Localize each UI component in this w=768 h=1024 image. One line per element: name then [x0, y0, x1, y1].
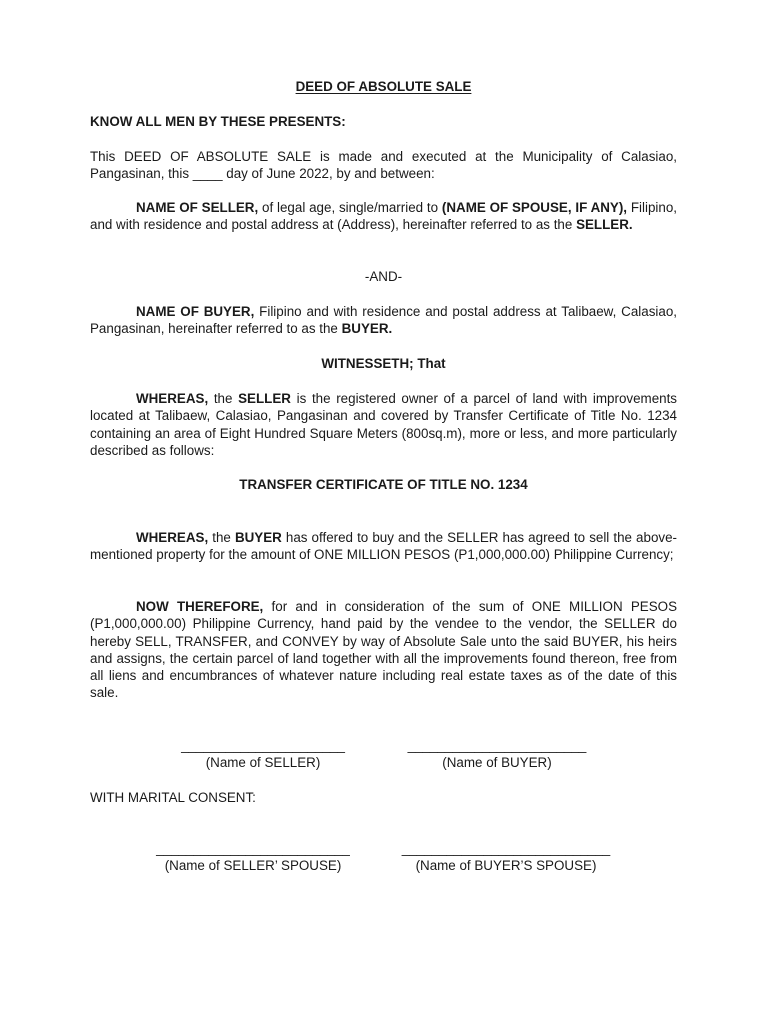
document-title: DEED OF ABSOLUTE SALE: [295, 79, 472, 94]
seller-spouse: (NAME OF SPOUSE, IF ANY),: [441, 200, 628, 215]
tct-heading: TRANSFER CERTIFICATE OF TITLE NO. 1234: [239, 477, 528, 492]
whereas-buyer-paragraph: [90, 529, 677, 564]
buyer-text-1: Filipino and with residence and postal address at Talibaew, Calasiao, Pangasinan, hereinafter referred to as the: [90, 304, 678, 337]
seller-signature-line: ______________________: [181, 738, 345, 753]
witnesseth-heading: WITNESSETH; That: [321, 356, 446, 371]
whereas-2-text-1: the: [208, 530, 235, 545]
buyer-spouse-signature-line: ____________________________: [401, 841, 611, 856]
buyer-signature-block: [396, 737, 598, 771]
whereas-1-text-1: the: [208, 391, 239, 406]
and-separator: -AND-: [364, 269, 403, 284]
buyer-signature-label: (Name of BUYER): [442, 755, 552, 770]
seller-name: NAME OF SELLER,: [136, 200, 259, 215]
seller-signature-block: [170, 737, 356, 771]
seller-text-2: Filipino, and with residence and postal address at (Address), hereinafter referred to as the: [90, 200, 677, 233]
marital-consent-heading: WITH MARITAL CONSENT:: [90, 790, 256, 805]
seller-signature-label: (Name of SELLER): [205, 755, 321, 770]
buyer-spouse-signature-label: (Name of BUYER’S SPOUSE): [415, 858, 597, 873]
buyer-name: NAME OF BUYER,: [136, 304, 255, 319]
greeting-heading: KNOW ALL MEN BY THESE PRESENTS:: [90, 114, 346, 129]
now-therefore-paragraph: [90, 598, 677, 702]
seller-paragraph: [90, 199, 677, 234]
seller-spouse-signature-block: [144, 840, 362, 874]
whereas-2-lead: WHEREAS,: [136, 530, 209, 545]
now-therefore-text: for and in consideration of the sum of ONE MILLION PESOS (P1,000,000.00) Philippine Currency, hand paid by the vendee to the vendor, the SELLER do hereby SELL, TRANSFER, and CONVEY by way of Absolute Sale unto the said BUYER, his heirs and assigns, the certain parcel of land together with all the improvements found thereon, free from all liens and encumbrances of whatever nature including real estate taxes as of the date of this sale.: [90, 599, 678, 701]
now-therefore-lead: NOW THEREFORE,: [136, 599, 264, 614]
seller-label: SELLER.: [576, 217, 633, 233]
whereas-2-text-2: has offered to buy and the SELLER has agreed to sell the above-mentioned property for the amount of ONE MILLION PESOS (P1,000,000.00) Philippine Currency;: [90, 530, 677, 563]
seller-spouse-signature-line: __________________________: [156, 841, 350, 856]
whereas-1-lead: WHEREAS,: [136, 391, 209, 406]
intro-paragraph: This DEED OF ABSOLUTE SALE is made and executed at the Municipality of Calasiao, Pangasinan, this ____ day of June 2022, by and between:: [90, 149, 677, 182]
whereas-1-seller: SELLER: [238, 391, 291, 406]
buyer-signature-line: ________________________: [407, 738, 587, 753]
whereas-2-buyer: BUYER: [234, 530, 282, 545]
buyer-paragraph: [90, 303, 677, 338]
whereas-seller-paragraph: [90, 390, 677, 459]
seller-spouse-signature-label: (Name of SELLER’ SPOUSE): [164, 858, 342, 873]
buyer-label: BUYER.: [341, 321, 393, 337]
seller-text-1: of legal age, single/married to: [258, 200, 442, 215]
whereas-1-text-2: is the registered owner of a parcel of land with improvements located at Talibaew, Calasiao, Pangasinan and covered by Transfer Certificate of Title No. 1234 containing an area of Eight Hundred Square Meters (800sq.m), more or less, and more particularly described as follows:: [90, 391, 678, 458]
buyer-spouse-signature-block: [386, 840, 626, 874]
